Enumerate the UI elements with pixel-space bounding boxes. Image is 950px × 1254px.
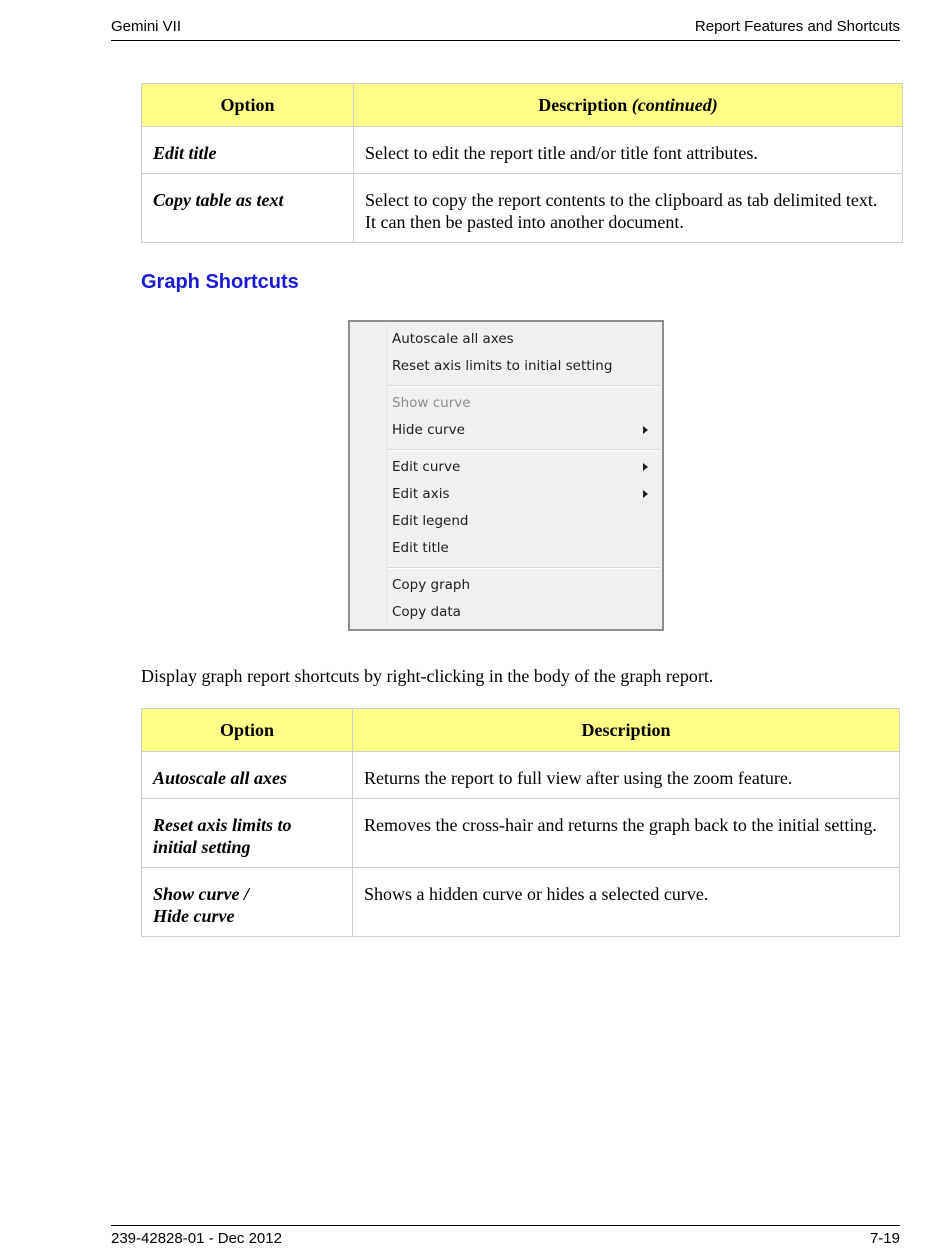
description-cell: Select to copy the report contents to the clipboard as tab delimited text. It can then be pasted into another document. [354,174,903,243]
description-cell: Shows a hidden curve or hides a selected curve. [353,868,900,937]
footer-page-number: 7-19 [869,1230,900,1247]
menu-separator [388,449,660,451]
menu-item-show-curve[interactable]: Show curve [392,395,471,411]
menu-item-edit-legend[interactable]: Edit legend [392,513,469,529]
option-cell: Edit title [142,127,354,174]
column-header-description: Description [353,709,900,752]
menu-item-reset-axis-limits[interactable]: Reset axis limits to initial setting [392,358,613,374]
footer-document-number: 239-42828-01 - Dec 2012 [111,1230,282,1247]
options-table-continued [141,83,903,243]
header-chapter: Report Features and Shortcuts [694,18,900,35]
menu-item-copy-graph[interactable]: Copy graph [392,577,471,593]
page-header [111,18,900,41]
menu-icon-gutter [386,325,387,626]
section-title-graph-shortcuts: Graph Shortcuts [141,271,299,293]
option-cell: Show curve / Hide curve [142,868,353,937]
menu-item-hide-curve[interactable]: Hide curve [392,417,654,444]
description-cell: Select to edit the report title and/or title font attributes. [354,127,903,174]
table-row [142,174,903,243]
description-cell: Returns the report to full view after using the zoom feature. [353,752,900,799]
graph-shortcuts-table [141,708,900,937]
intro-paragraph: Display graph report shortcuts by right-clicking in the body of the graph report. [141,666,714,686]
table-row [142,127,903,174]
menu-item-copy-data[interactable]: Copy data [392,604,461,620]
column-header-description: Description (continued) [354,84,903,127]
table-row [142,752,900,799]
menu-item-edit-axis[interactable]: Edit axis [392,481,654,508]
description-cell: Removes the cross-hair and returns the graph back to the initial setting. [353,799,900,868]
table-row [142,799,900,868]
menu-item-edit-curve[interactable]: Edit curve [392,454,654,481]
menu-separator [388,567,660,569]
submenu-arrow-icon [643,463,648,471]
column-header-option: Option [142,84,354,127]
graph-context-menu [348,320,664,631]
option-cell: Reset axis limits to initial setting [142,799,353,868]
submenu-arrow-icon [643,490,648,498]
menu-item-autoscale-all-axes[interactable]: Autoscale all axes [392,331,514,347]
submenu-arrow-icon [643,426,648,434]
menu-separator [388,385,660,387]
page-footer [111,1225,900,1247]
menu-item-edit-title[interactable]: Edit title [392,540,449,556]
header-product: Gemini VII [111,18,182,35]
option-cell: Autoscale all axes [142,752,353,799]
table-row [142,868,900,937]
option-cell: Copy table as text [142,174,354,243]
column-header-option: Option [142,709,353,752]
